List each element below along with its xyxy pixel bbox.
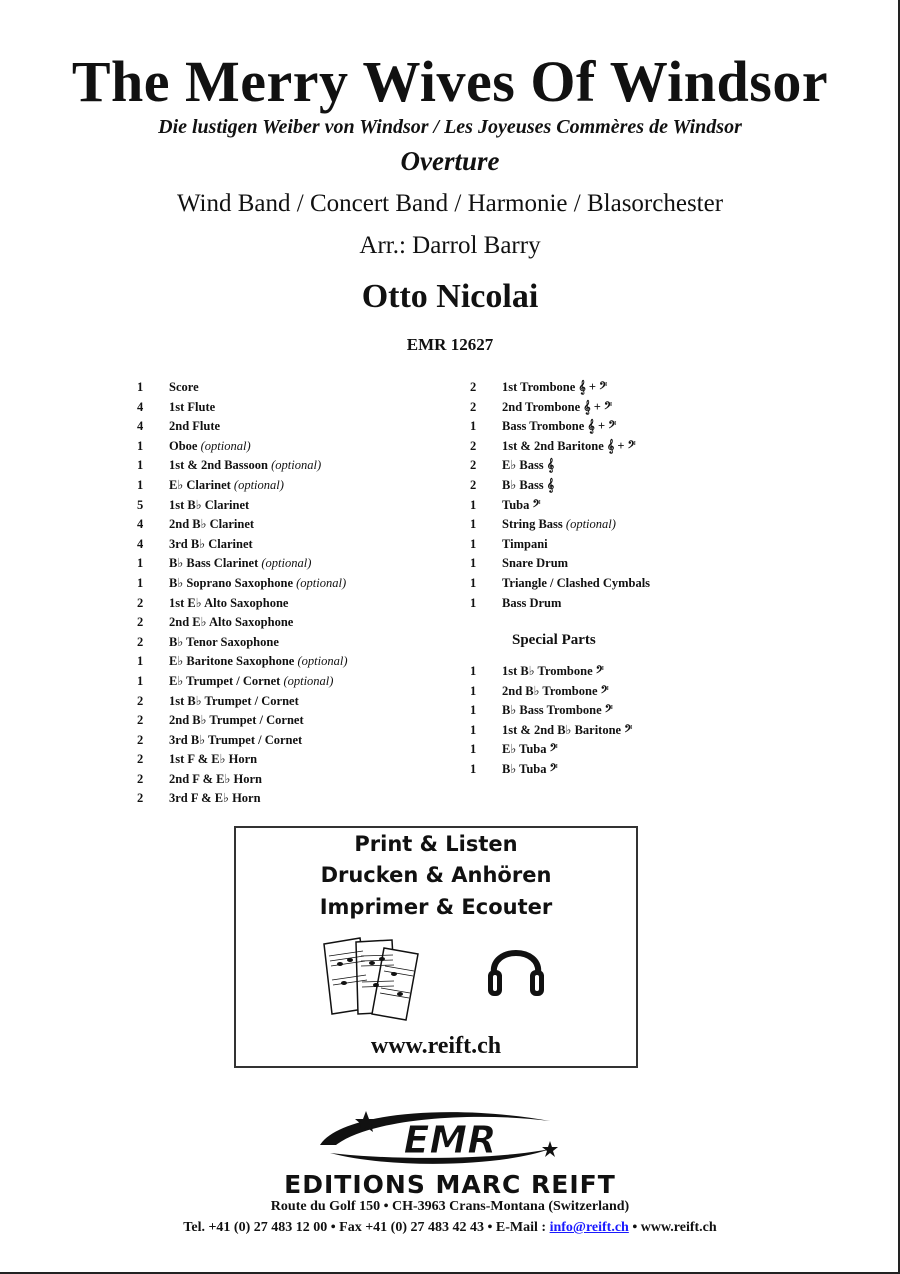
part-name: String Bass [502, 517, 563, 532]
part-row [137, 731, 348, 751]
part-row [470, 437, 650, 457]
catalog-number: EMR 12627 [406, 335, 494, 354]
promo-line-drucken-anhoeren: Drucken & Anhören [320, 863, 552, 887]
special-parts-list [470, 662, 632, 780]
part-name: E♭ Trumpet / Cornet [169, 673, 281, 688]
part-name: B♭ Bass Clarinet [169, 556, 259, 571]
part-name: 2nd B♭ Trumpet / Cornet [169, 713, 304, 728]
part-name: 1st & 2nd Bassoon [169, 458, 268, 473]
part-name: 2nd F & E♭ Horn [169, 771, 262, 786]
part-quantity: 1 [470, 761, 477, 776]
part-name: Snare Drum [502, 556, 569, 571]
part-quantity: 2 [137, 771, 144, 786]
part-name: 1st B♭ Clarinet [169, 497, 250, 512]
headphones-icon [486, 934, 546, 1000]
part-row [137, 574, 348, 594]
part-name: Triangle / Clashed Cymbals [502, 575, 651, 590]
part-quantity: 1 [470, 683, 477, 698]
part-row [470, 740, 632, 760]
part-name: Timpani [502, 536, 548, 551]
contact-website: • www.reift.ch [628, 1220, 717, 1235]
part-name: E♭ Baritone Saxophone [169, 654, 295, 669]
part-name: B♭ Bass 𝄞 [502, 477, 555, 492]
part-quantity: 1 [470, 556, 477, 571]
optional-note: (optional) [271, 458, 322, 473]
part-quantity: 1 [470, 703, 477, 718]
part-name: 3rd F & E♭ Horn [169, 791, 261, 806]
part-name: 2nd Trombone 𝄞 + 𝄢 [502, 399, 613, 414]
promo-line-print-listen: Print & Listen [354, 832, 518, 856]
part-row [137, 613, 348, 633]
part-name: Bass Drum [502, 595, 562, 610]
part-name: 2nd B♭ Clarinet [169, 517, 255, 532]
part-row [470, 496, 650, 516]
part-row [470, 662, 632, 682]
part-row [137, 672, 348, 692]
part-name: B♭ Bass Trombone 𝄢 [502, 703, 613, 718]
part-quantity: 2 [137, 752, 144, 767]
part-row [137, 652, 348, 672]
optional-note: (optional) [261, 556, 312, 571]
part-quantity: 2 [137, 732, 144, 747]
part-quantity: 2 [137, 634, 144, 649]
publisher-name: EDITIONS MARC REIFT [284, 1170, 616, 1199]
part-name: 1st B♭ Trumpet / Cornet [169, 693, 299, 708]
part-row [137, 515, 348, 535]
part-row [137, 398, 348, 418]
part-quantity: 2 [137, 595, 144, 610]
subtitle: Die lustigen Weiber von Windsor / Les Joyeuses Commères de Windsor [158, 116, 742, 138]
part-name: 2nd Flute [169, 419, 221, 434]
sheet-music-icon [320, 934, 430, 1022]
print-listen-box [234, 826, 638, 1068]
part-quantity: 2 [470, 458, 477, 473]
part-name: B♭ Tuba 𝄢 [502, 761, 558, 776]
optional-note: (optional) [565, 517, 616, 532]
part-quantity: 2 [137, 693, 144, 708]
special-parts-heading: Special Parts [512, 632, 596, 648]
part-quantity: 1 [137, 458, 144, 473]
part-quantity: 1 [137, 380, 144, 394]
part-row [470, 417, 650, 437]
part-name: 2nd B♭ Trombone 𝄢 [502, 683, 609, 698]
part-row [470, 760, 632, 780]
part-quantity: 1 [470, 517, 477, 532]
part-quantity: 1 [137, 556, 144, 571]
part-row [470, 721, 632, 741]
part-quantity: 4 [137, 536, 144, 551]
part-name: 1st F & E♭ Horn [169, 752, 258, 767]
part-quantity: 1 [470, 722, 477, 737]
part-row [137, 378, 348, 398]
part-quantity: 1 [137, 477, 144, 492]
part-row [137, 437, 348, 457]
part-row [137, 417, 348, 437]
part-quantity: 2 [137, 615, 144, 630]
emr-logo [300, 1105, 600, 1171]
website-link[interactable]: www.reift.ch [370, 1033, 502, 1059]
part-name: 1st & 2nd Baritone 𝄞 + 𝄢 [502, 438, 636, 453]
part-quantity: 1 [470, 664, 477, 678]
part-quantity: 5 [137, 497, 144, 512]
email-link[interactable]: info@reift.ch [549, 1220, 629, 1235]
publisher-address: Route du Golf 150 • CH-3963 Crans-Montana (Switzerland) [270, 1199, 630, 1214]
part-name: 3rd B♭ Clarinet [169, 536, 253, 551]
part-quantity: 2 [470, 399, 477, 414]
part-quantity: 2 [470, 477, 477, 492]
optional-note: (optional) [296, 575, 347, 590]
part-name: B♭ Tenor Saxophone [169, 634, 279, 649]
part-name: 1st B♭ Trombone 𝄢 [502, 664, 604, 678]
contact-phone-fax: Tel. +41 (0) 27 483 12 00 • Fax +41 (0) 27 483 42 43 • E-Mail : [183, 1220, 550, 1235]
part-row [137, 456, 348, 476]
part-quantity: 1 [470, 536, 477, 551]
part-quantity: 2 [470, 438, 477, 453]
part-row [137, 496, 348, 516]
part-quantity: 4 [137, 399, 144, 414]
part-row [470, 701, 632, 721]
composer: Otto Nicolai [361, 278, 539, 315]
part-quantity: 2 [470, 380, 477, 394]
parts-list-right [470, 378, 650, 613]
part-quantity: 1 [137, 673, 144, 688]
part-name: 3rd B♭ Trumpet / Cornet [169, 732, 303, 747]
part-name: 1st & 2nd B♭ Baritone 𝄢 [502, 722, 633, 737]
part-row [137, 554, 348, 574]
part-quantity: 1 [137, 438, 144, 453]
part-name: B♭ Soprano Saxophone [169, 575, 293, 590]
part-row [470, 515, 650, 535]
part-row [137, 594, 348, 614]
parts-list-left [137, 378, 348, 809]
part-quantity: 2 [137, 791, 144, 806]
promo-line-imprimer-ecouter: Imprimer & Ecouter [319, 895, 553, 919]
part-name: Score [169, 380, 199, 394]
part-quantity: 1 [470, 595, 477, 610]
publisher-contact [0, 1220, 900, 1236]
part-row [470, 398, 650, 418]
part-row [137, 789, 348, 809]
part-row [470, 554, 650, 574]
movement-title: Overture [400, 146, 500, 176]
optional-note: (optional) [283, 673, 334, 688]
part-quantity: 1 [470, 742, 477, 757]
part-row [137, 750, 348, 770]
optional-note: (optional) [233, 477, 284, 492]
part-row [470, 535, 650, 555]
part-quantity: 1 [470, 419, 477, 434]
part-name: Oboe [169, 438, 198, 453]
part-row [137, 770, 348, 790]
optional-note: (optional) [297, 654, 348, 669]
logo-text: EMR [403, 1118, 497, 1162]
part-name: Tuba 𝄢 [502, 497, 541, 512]
page-title: The Merry Wives Of Windsor [71, 49, 829, 114]
part-name: E♭ Tuba 𝄢 [502, 742, 558, 757]
part-row [137, 711, 348, 731]
instrumentation: Wind Band / Concert Band / Harmonie / Blasorchester [176, 190, 724, 217]
part-name: E♭ Clarinet [169, 477, 231, 492]
part-row [470, 456, 650, 476]
part-row [470, 682, 632, 702]
part-row [470, 378, 650, 398]
part-row [470, 594, 650, 614]
arranger: Arr.: Darrol Barry [359, 232, 541, 259]
part-name: 2nd E♭ Alto Saxophone [169, 615, 294, 630]
part-row [137, 633, 348, 653]
part-name: 1st Trombone 𝄞 + 𝄢 [502, 380, 608, 394]
part-name: E♭ Bass 𝄞 [502, 458, 555, 473]
part-quantity: 4 [137, 517, 144, 532]
part-quantity: 1 [470, 497, 477, 512]
part-row [470, 574, 650, 594]
part-name: Bass Trombone 𝄞 + 𝄢 [502, 419, 617, 434]
part-quantity: 1 [137, 654, 144, 669]
part-name: 1st Flute [169, 399, 216, 414]
part-quantity: 1 [137, 575, 144, 590]
part-row [137, 692, 348, 712]
optional-note: (optional) [200, 438, 251, 453]
part-quantity: 2 [137, 713, 144, 728]
part-name: 1st E♭ Alto Saxophone [169, 595, 289, 610]
part-row [137, 476, 348, 496]
part-row [137, 535, 348, 555]
part-quantity: 4 [137, 419, 144, 434]
part-row [470, 476, 650, 496]
part-quantity: 1 [470, 575, 477, 590]
